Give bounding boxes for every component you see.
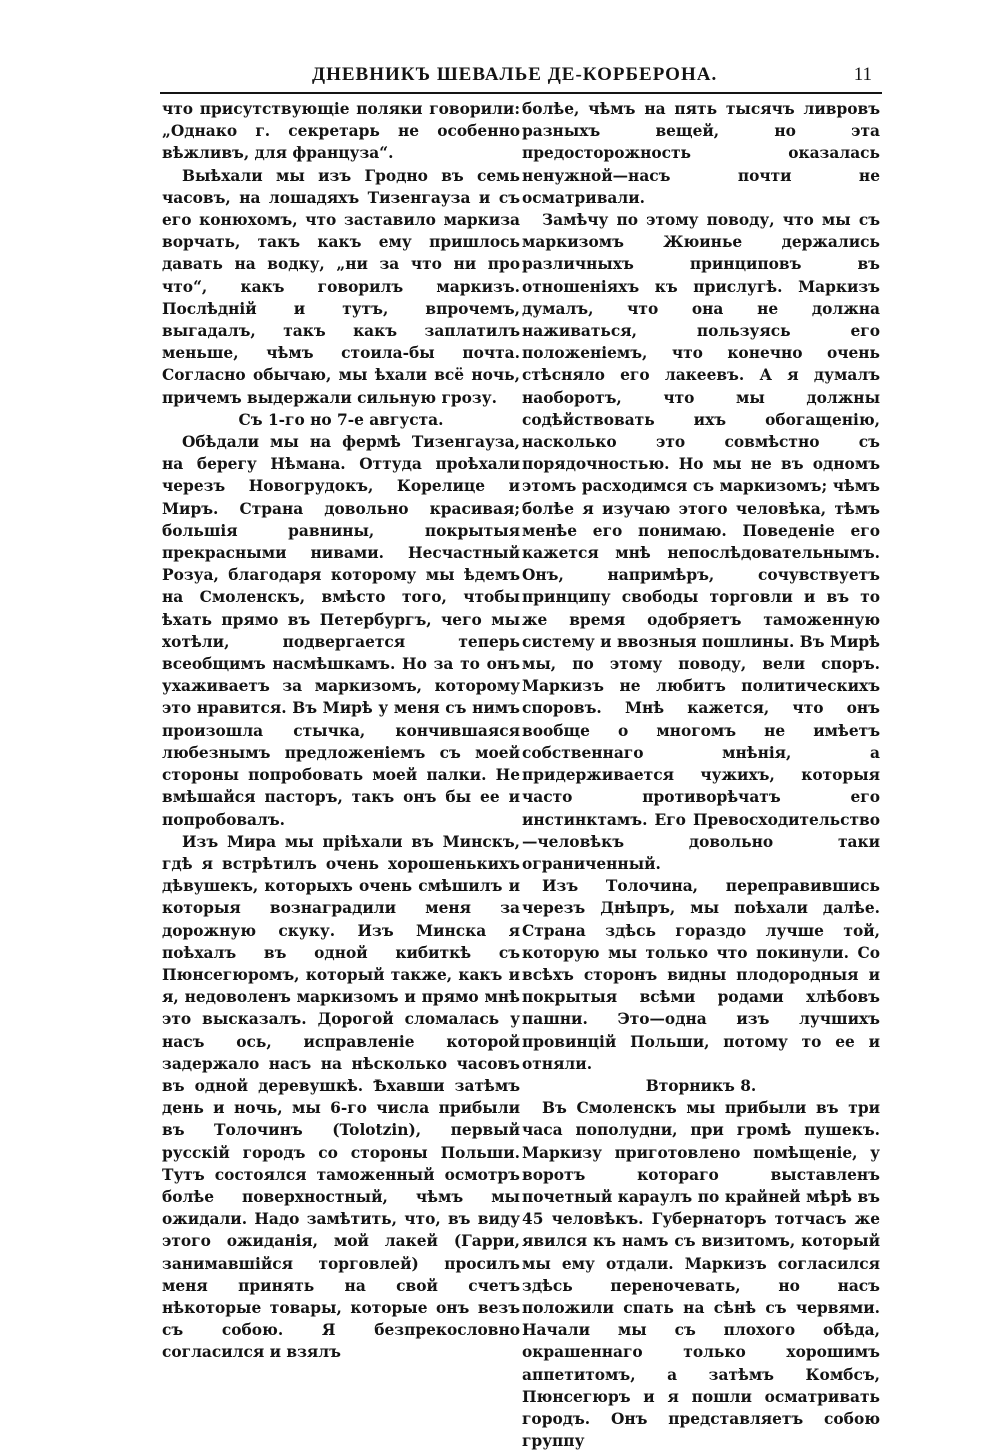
paragraph: Изъ Мира мы пріѣхали въ Минскъ, гдѣ я встрѣтилъ очень хорошенькихъ дѣвушекъ, которыхъ очень смѣшилъ и которыя вознаградили меня за дорожную скуку. Изъ Минска я поѣхалъ въ одной кибиткѣ съ Пюнсегюромъ, который также, какъ и я, недоволенъ маркизомъ и прямо мнѣ это высказалъ. Дорогой сломалась у насъ ось, исправленіе которой задержало насъ на нѣсколько часовъ въ одной деревушкѣ. Ѣхавши затѣмъ день и ночь, мы 6-го числа прибыли въ Толочинъ (Tolotzin), первый русскій городъ со стороны Польши. Тутъ состоялся таможенный осмотръ болѣе поверхностный, чѣмъ мы ожидали. Надо замѣтить, что, въ виду этого ожиданія, мой лакей (Гарри, занимавшійся торговлей) просилъ меня принять на свой счетъ нѣкоторые товары, которые онъ везъ съ собою. Я безпрекословно согласился и взялъ: [162, 832, 520, 1362]
paragraph: Обѣдали мы на фермѣ Тизенгауза, на берегу Нѣмана. Оттуда проѣхали черезъ Новогрудокъ, Корелице и Миръ. Страна довольно красивая; большія равнины, покрытыя прекрасными нивами. Несчастный Розуа, благодаря которому мы ѣдемъ на Смоленскъ, вмѣсто того, чтобы ѣхать прямо въ Петербургъ, чего мы хотѣли, подвергается теперь всеобщимъ насмѣшкамъ. Но за то онъ ухаживаетъ за маркизомъ, которому это нравится. Въ Мирѣ у меня съ нимъ произошла стычка, кончившаяся любезнымъ предложеніемъ съ моей стороны попробовать моей палки. Не вмѣшайся пасторъ, такъ онъ бы ее и попробовалъ.: [162, 433, 520, 829]
section-heading: Съ 1-го но 7-е августа.: [238, 410, 444, 429]
header-rule: [160, 92, 882, 94]
paragraph: Въ Смоленскъ мы прибыли въ три часа пополудни, при громѣ пушекъ. Маркизу приготовлено помѣщеніе, у воротъ котораго выставленъ почетный караулъ по крайней мѣрѣ въ 45 человѣкъ. Губернаторъ тотчасъ же явился къ намъ съ визитомъ, который мы ему отдали. Маркизъ согласился здѣсь переночевать, но насъ положили спать на сѣнѣ съ червями. Начали мы съ плохого обѣда, окрашеннаго только хорошимъ аппетитомъ, а затѣмъ Комбсъ, Пюнсегюръ и я пошли осматривать городъ. Онъ представляетъ собою группу: [522, 1099, 880, 1451]
section-heading: Вторникъ 8.: [645, 1076, 757, 1095]
paragraph: Изъ Толочина, переправившись черезъ Днѣпръ, мы поѣхали далѣе. Страна здѣсь гораздо лучше той, которую мы только что покинули. Со всѣхъ сторонъ видны плодородныя и покрытыя всѣми родами хлѣбовъ пашни. Это—одна изъ лучшихъ провинцій Польши, потому то ее и отняли.: [522, 877, 880, 1073]
paragraph: Выѣхали мы изъ Гродно въ семь часовъ, на лошадяхъ Тизенгауза и съ его конюхомъ, что заставило маркиза ворчать, такъ какъ ему пришлось давать на водку, „ни за что ни про что“, какъ говорилъ маркизъ. Послѣдній и тутъ, впрочемъ, выгадалъ, такъ какъ заплатилъ меньше, чѣмъ стоила-бы почта. Согласно обычаю, мы ѣхали всё ночь, причемъ выдержали сильную грозу.: [162, 166, 520, 407]
page-number: 11: [853, 64, 872, 85]
running-title: ДНЕВНИКЪ ШЕВАЛЬЕ ДЕ-КОРБЕРОНА.: [312, 64, 718, 85]
left-column: [162, 98, 520, 1364]
paragraph: что присутствующіе поляки говорили: „Однако г. секретарь не особенно вѣжливъ, для француза“.: [162, 100, 520, 163]
page-header: [160, 62, 882, 90]
paragraph: болѣе, чѣмъ на пять тысячъ ливровъ разныхъ вещей, но эта предосторожность оказалась ненужной—насъ почти не осматривали.: [522, 100, 880, 207]
right-column: [522, 98, 880, 1452]
paragraph: Замѣчу по этому поводу, что мы съ маркизомъ Жюинье держались различныхъ принциповъ въ отношеніяхъ къ прислугѣ. Маркизъ думалъ, что она не должна наживаться, пользуясь его положеніемъ, что конечно очень стѣсняло его лакеевъ. А я думалъ наоборотъ, что мы должны содѣйствовать ихъ обогащенію, насколько это совмѣстно съ порядочностью. Но мы не въ одномъ этомъ расходимся съ маркизомъ; чѣмъ болѣе я изучаю этого человѣка, тѣмъ менѣе его понимаю. Поведеніе его кажется мнѣ непослѣдовательнымъ. Онъ, напримѣръ, сочувствуетъ принципу свободы торговли и въ то же время одобряетъ таможенную систему и ввозныя пошлины. Въ Мирѣ мы, по этому поводу, вели споръ. Маркизъ не любитъ политическихъ споровъ. Мнѣ кажется, что онъ вообще о многомъ не имѣетъ собственнаго мнѣнія, а придерживается чужихъ, которыя часто противорѣчатъ его инстинктамъ. Его Превосходительство—человѣкъ довольно таки ограниченный.: [522, 211, 880, 873]
